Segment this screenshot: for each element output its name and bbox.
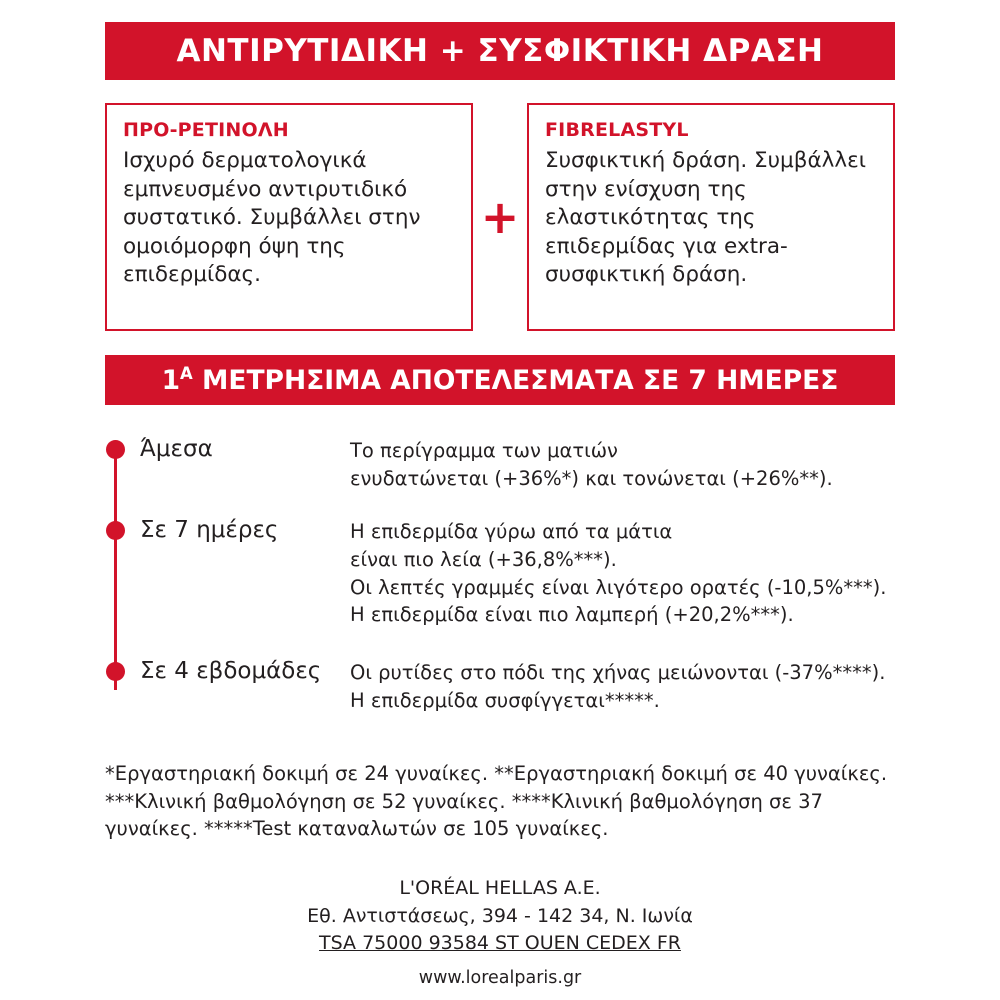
- results-prefix: 1: [161, 364, 181, 396]
- timeline-description: [350, 657, 898, 714]
- timeline-item: [98, 435, 898, 492]
- timeline-line: Το περίγραμμα των ματιών: [350, 439, 618, 462]
- timeline-line: ενυδατώνεται (+36%*) και τονώνεται (+26%**).: [350, 466, 833, 490]
- results-banner: [105, 355, 895, 405]
- company-name: L'ORÉAL HELLAS A.E.: [399, 877, 601, 899]
- timeline-marker-wrap: [98, 516, 140, 540]
- headline-banner: [105, 22, 895, 80]
- timeline-item: [98, 657, 898, 714]
- timeline-label: Σε 4 εβδομάδες: [140, 658, 322, 685]
- ingredient-body: Συσφικτική δράση. Συμβάλλει στην ενίσχυση της ελαστικότητας της επιδερμίδας για extra-συσφικτική δράση.: [545, 148, 866, 288]
- ingredients-row: [105, 103, 895, 331]
- timeline-description: [350, 435, 898, 492]
- ingredient-card-fibrelastyl: [527, 103, 895, 331]
- headline-text: ΑΝΤΙΡΥΤΙΔΙΚΗ + ΣΥΣΦΙΚΤΙΚΗ ΔΡΑΣΗ: [176, 33, 824, 69]
- ingredient-title: ΠΡΟ-ΡΕΤΙΝΟΛΗ: [123, 119, 289, 141]
- company-block: [0, 875, 1000, 991]
- timeline-line: Η επιδερμίδα γύρω από τα μάτια: [350, 520, 673, 544]
- timeline-label: Άμεσα: [140, 436, 213, 462]
- timeline-line: Οι ρυτίδες στο πόδι της χήνας μειώνονται (-37%****).: [350, 661, 886, 685]
- results-banner-text: [162, 364, 839, 396]
- timeline-dot-icon: [106, 440, 125, 459]
- footnotes: *Εργαστηριακή δοκιμή σε 24 γυναίκες. **Εργαστηριακή δοκιμή σε 40 γυναίκες. ***Κλινική βαθμολόγηση σε 52 γυναίκες. ****Κλινική βαθμολόγηση σε 37 γυναίκες. *****Test καταναλωτών σε 105 γυναίκες.: [105, 762, 888, 841]
- results-superscript: Α: [180, 364, 193, 384]
- results-timeline: [98, 435, 898, 745]
- ingredient-card-pro-retinol: [105, 103, 473, 331]
- timeline-item: [98, 516, 898, 629]
- company-website[interactable]: www.lorealparis.gr: [418, 967, 582, 988]
- company-address: Εθ. Αντιστάσεως, 394 - 142 34, Ν. Ιωνία: [307, 904, 693, 927]
- ingredient-body: Ισχυρό δερματολογικά εμπνευσμένο αντιρυτιδικό συστατικό. Συμβάλλει στην ομοιόμορφη όψη της επιδερμίδας.: [123, 148, 421, 288]
- timeline-line: Η επιδερμίδα είναι πιο λαμπερή (+20,2%***).: [350, 603, 794, 627]
- results-rest: ΜΕΤΡΗΣΙΜΑ ΑΠΟΤΕΛΕΣΜΑΤΑ ΣΕ 7 ΗΜΕΡΕΣ: [192, 364, 839, 396]
- timeline-line: Η επιδερμίδα συσφίγγεται*****.: [350, 688, 660, 712]
- timeline-marker-wrap: [98, 657, 140, 681]
- timeline-label: Σε 7 ημέρες: [140, 517, 279, 544]
- plus-icon: +: [480, 190, 520, 244]
- timeline-dot-icon: [106, 521, 125, 540]
- timeline-marker-wrap: [98, 435, 140, 459]
- timeline-description: [350, 516, 898, 629]
- timeline-line: Οι λεπτές γραμμές είναι λιγότερο ορατές (-10,5%***).: [350, 575, 887, 599]
- company-tsa: TSA 75000 93584 ST OUEN CEDEX FR: [319, 932, 681, 955]
- timeline-dot-icon: [106, 662, 125, 681]
- ingredient-title: FIBRELASTYL: [545, 119, 689, 141]
- timeline-line: είναι πιο λεία (+36,8%***).: [350, 548, 617, 572]
